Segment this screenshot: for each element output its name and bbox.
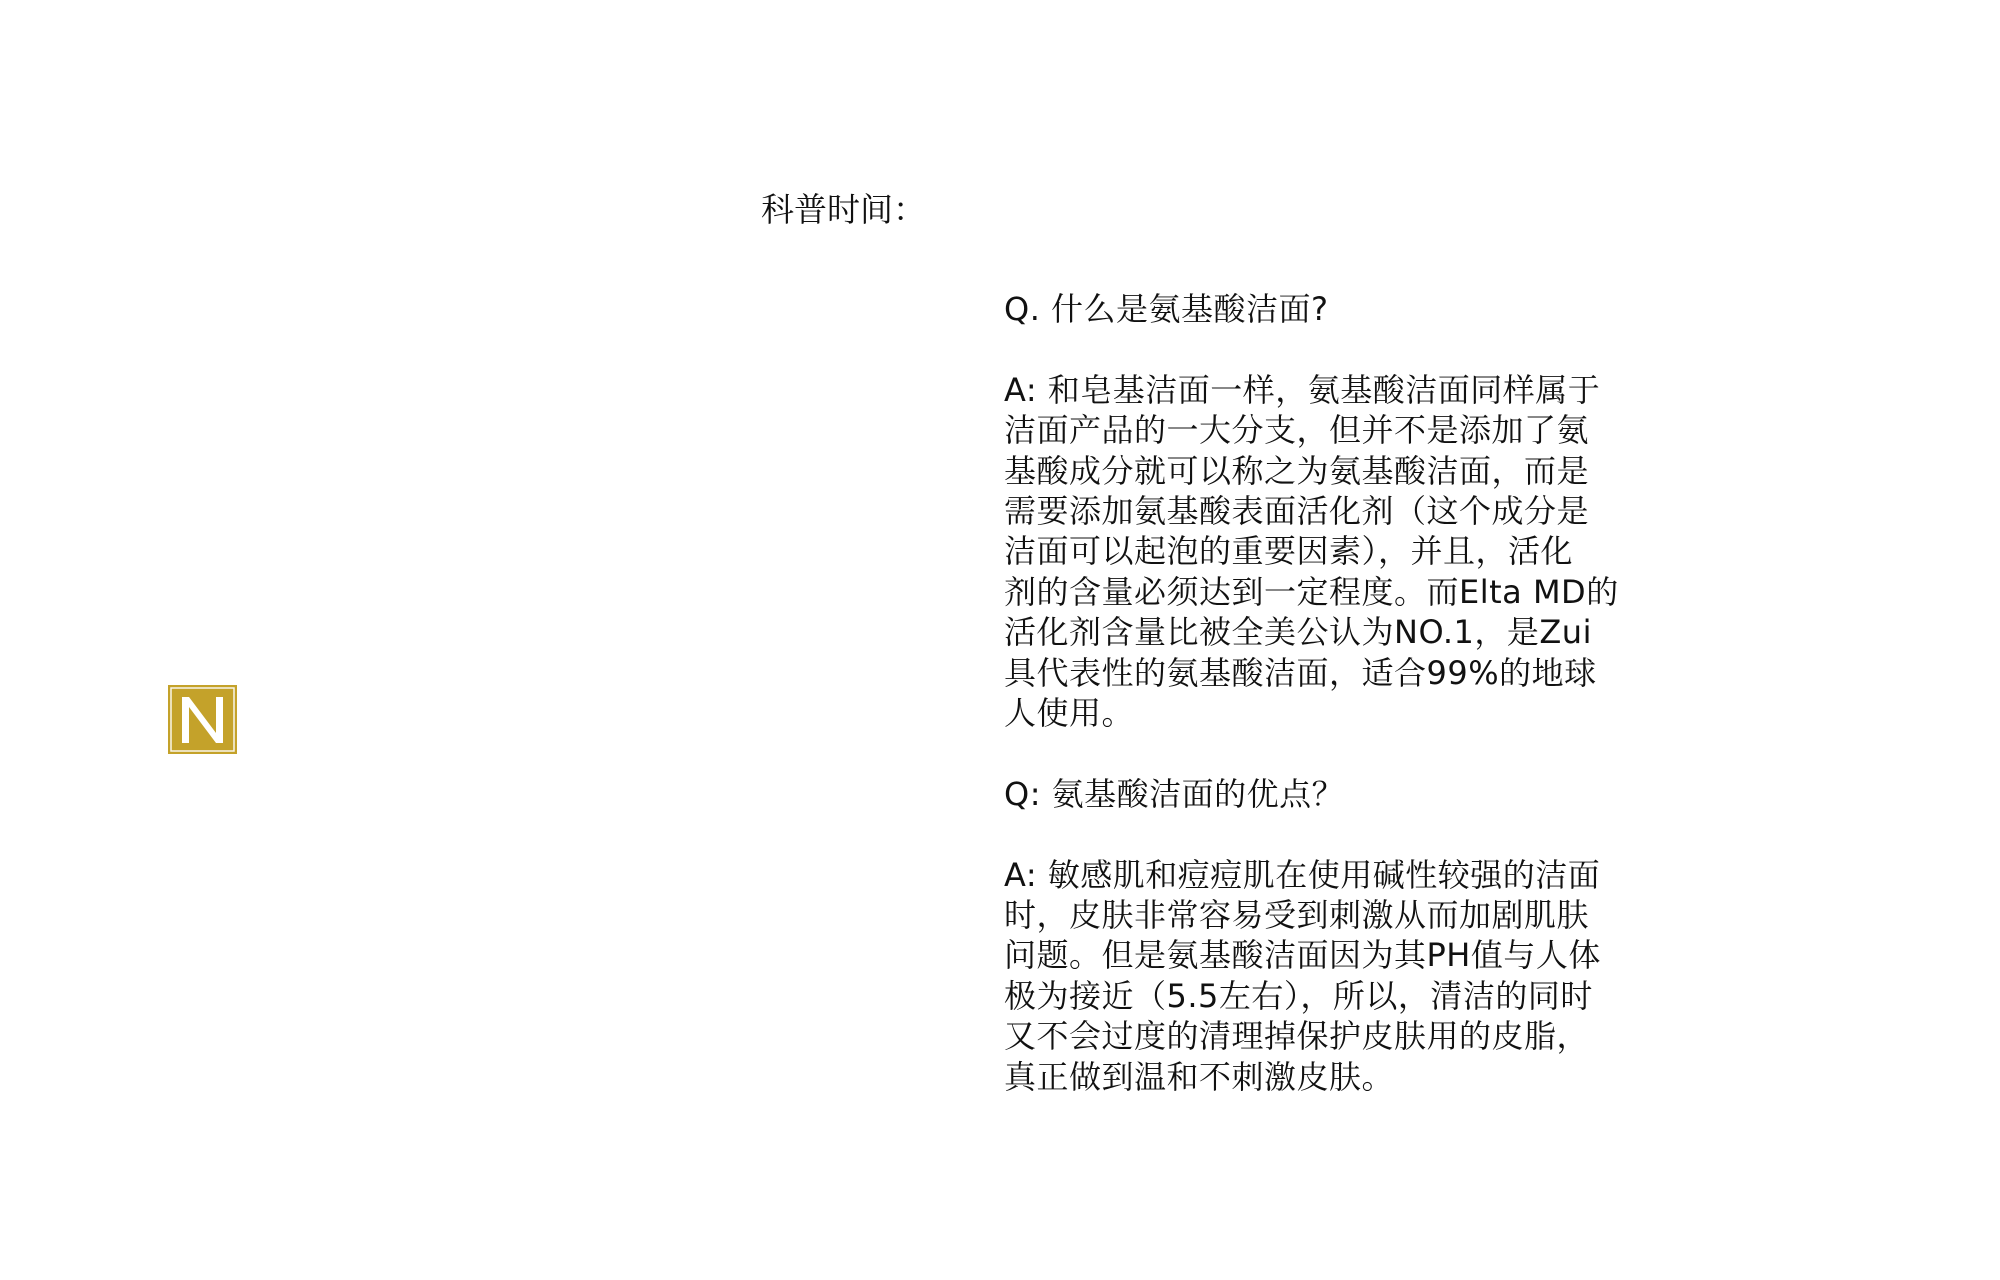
answer-1-line: 具代表性的氨基酸洁面，适合99%的地球 — [1004, 653, 1597, 692]
answer-2-line: 又不会过度的清理掉保护皮肤用的皮脂， — [1004, 1017, 1590, 1056]
answer-1-line: 基酸成分就可以称之为氨基酸洁面，而是 — [1004, 451, 1590, 490]
spacer — [1004, 329, 1684, 369]
question-2: Q: 氨基酸洁面的优点？ — [1004, 774, 1345, 813]
answer-2-line: 真正做到温和不刺激皮肤。 — [1004, 1057, 1395, 1096]
spacer — [1004, 814, 1684, 854]
answer-2-line: 时，皮肤非常容易受到刺激从而加剧肌肤 — [1004, 896, 1590, 935]
answer-1-line: 人使用。 — [1004, 694, 1135, 733]
answer-1-line: 需要添加氨基酸表面活化剂（这个成分是 — [1004, 492, 1590, 531]
answer-1-line: 活化剂含量比被全美公认为NO.1，是Zui — [1004, 613, 1592, 652]
logo-letter-n-graphic — [168, 685, 237, 754]
answer-1-line: A: 和皂基洁面一样，氨基酸洁面同样属于 — [1004, 370, 1601, 409]
answer-1-line: 洁面可以起泡的重要因素），并且，活化 — [1004, 532, 1574, 571]
question-1: Q. 什么是氨基酸洁面? — [1004, 290, 1329, 328]
spacer — [1004, 733, 1684, 773]
answer-1-line: 洁面产品的一大分支，但并不是添加了氨 — [1004, 411, 1590, 450]
brand-logo-n-icon — [168, 685, 237, 754]
qa-section — [1004, 289, 1684, 1097]
answer-2-line: 问题。但是氨基酸洁面因为其PH值与人体 — [1004, 936, 1601, 975]
answer-1-line: 剂的含量必须达到一定程度。而Elta MD的 — [1004, 572, 1619, 611]
page-title: 科普时间： — [761, 190, 926, 229]
answer-2-line: 极为接近（5.5左右），所以，清洁的同时 — [1004, 976, 1593, 1015]
answer-2-line: A: 敏感肌和痘痘肌在使用碱性较强的洁面 — [1004, 855, 1601, 894]
